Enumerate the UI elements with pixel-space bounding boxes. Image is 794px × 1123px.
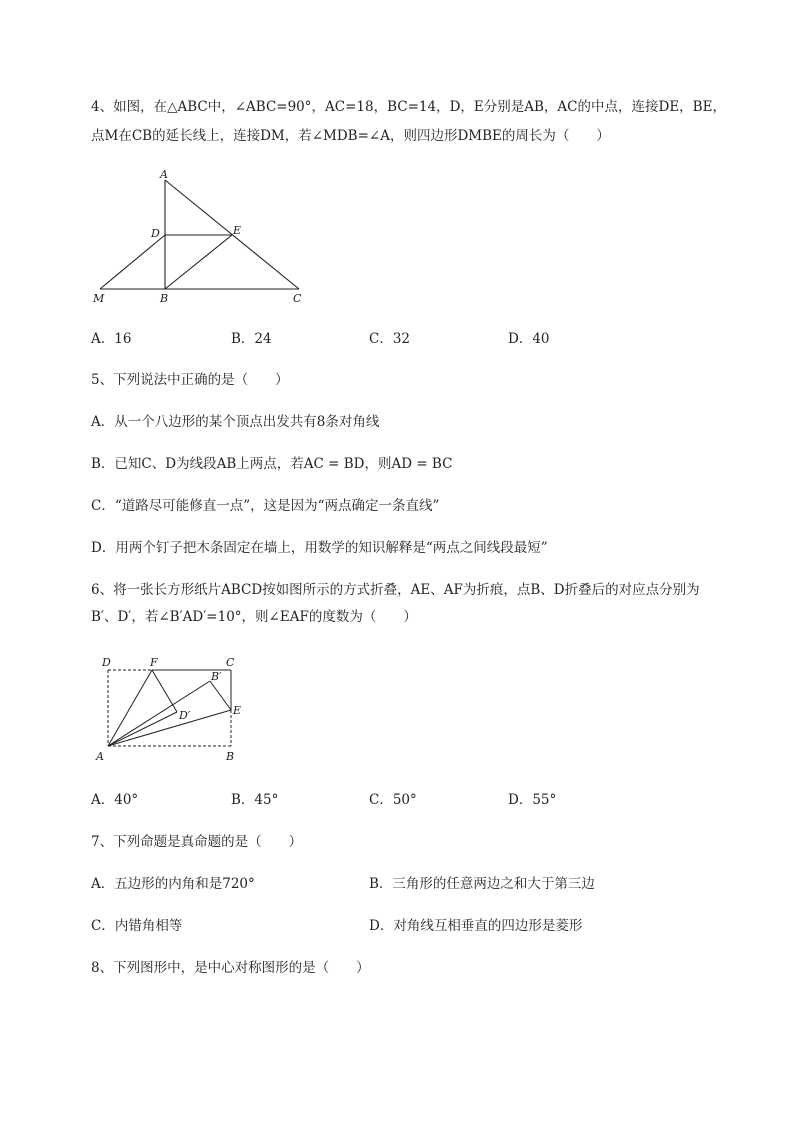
q6-option-b: B．45° xyxy=(231,792,279,808)
label-a: A xyxy=(160,168,168,181)
q4-stem-line2: 点M在CB的延长线上，连接DM，若∠MDB=∠A，则四边形DMBE的周长为（ ） xyxy=(91,128,610,144)
segment-dm xyxy=(100,235,165,289)
q4-option-d: D．40 xyxy=(508,331,550,347)
label-b-prime: B′ xyxy=(211,670,222,683)
q4-stem-line1: 4、如图，在△ABC中，∠ABC=90°，AC=18，BC=14，D，E分别是AB，AC的中点，连接DE，BE， xyxy=(91,99,726,115)
q7-stem: 7、下列命题是真命题的是（ ） xyxy=(91,834,303,850)
segment-ab1 xyxy=(108,681,210,746)
q4-option-c: C．32 xyxy=(369,331,411,347)
q6-option-a: A．40° xyxy=(91,792,139,808)
q6-option-d: D．55° xyxy=(508,792,557,808)
label-a: A xyxy=(96,750,104,763)
q5-option-d: D．用两个钉子把木条固定在墙上，用数学的知识解释是“两点之间线段最短” xyxy=(91,540,548,556)
q4-figure xyxy=(88,165,318,310)
q6-figure xyxy=(93,650,253,768)
q4-option-a: A．16 xyxy=(91,331,132,347)
q7-option-a: A．五边形的内角和是720° xyxy=(91,876,255,892)
label-e: E xyxy=(233,704,242,717)
label-e: E xyxy=(233,224,242,237)
segment-fd1 xyxy=(152,670,177,712)
label-c: C xyxy=(293,292,302,305)
segment-be xyxy=(165,235,232,289)
label-d-prime: D′ xyxy=(179,709,191,722)
label-m: M xyxy=(93,292,105,305)
label-b: B xyxy=(160,292,169,305)
segment-b1e xyxy=(210,681,231,710)
q7-option-b: B．三角形的任意两边之和大于第三边 xyxy=(369,876,595,892)
q5-option-b: B．已知C、D为线段AB上两点，若AC = BD，则AD = BC xyxy=(91,456,453,472)
q8-stem: 8、下列图形中，是中心对称图形的是（ ） xyxy=(91,960,370,976)
label-c: C xyxy=(226,656,235,669)
q5-option-c: C．“道路尽可能修直一点”，这是因为“两点确定一条直线” xyxy=(91,498,440,514)
q5-stem: 5、下列说法中正确的是（ ） xyxy=(91,372,289,388)
label-f: F xyxy=(150,656,158,669)
label-d: D xyxy=(102,656,111,669)
q6-stem-line1: 6、将一张长方形纸片ABCD按如图所示的方式折叠，AE、AF为折痕，点B、D折叠后的对应点分别为 xyxy=(91,582,700,598)
label-b: B xyxy=(226,750,235,763)
q7-option-c: C．内错角相等 xyxy=(91,918,183,934)
q6-stem-line2: B′、D′，若∠B′AD′=10°，则∠EAF的度数为（ ） xyxy=(91,609,417,625)
q5-option-a: A．从一个八边形的某个顶点出发共有8条对角线 xyxy=(91,414,380,430)
q7-option-d: D．对角线互相垂直的四边形是菱形 xyxy=(369,918,583,934)
q4-option-b: B．24 xyxy=(231,331,272,347)
q6-option-c: C．50° xyxy=(369,792,417,808)
label-d: D xyxy=(151,227,160,240)
